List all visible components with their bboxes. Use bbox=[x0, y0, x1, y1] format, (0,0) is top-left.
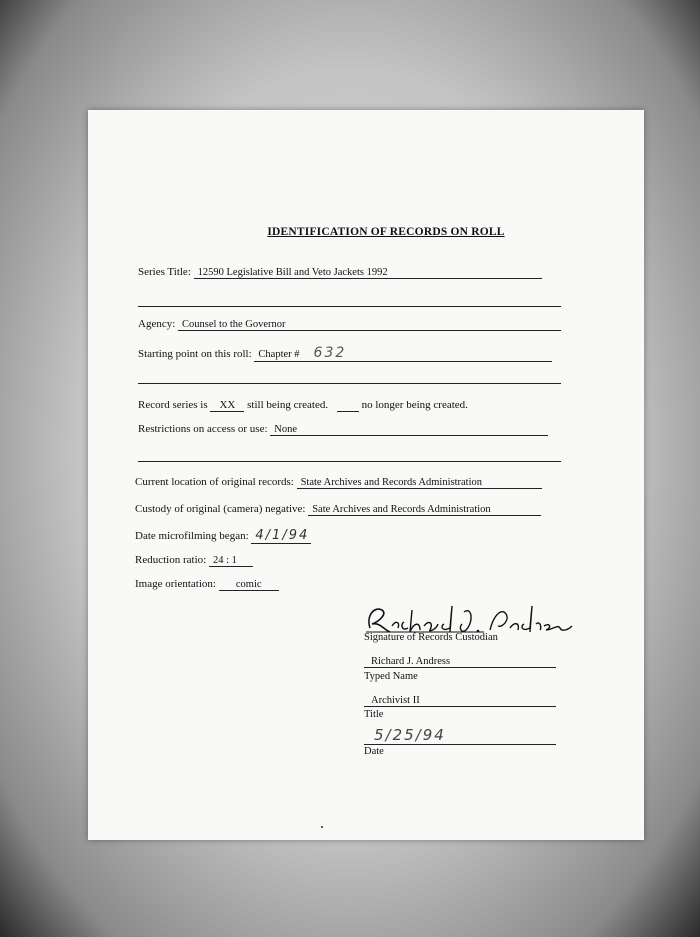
series-title-row bbox=[138, 266, 542, 279]
date-began-row bbox=[135, 528, 311, 544]
restrictions-value: None bbox=[270, 424, 548, 436]
date-label: Date bbox=[364, 746, 384, 757]
location-label: Current location of original records: bbox=[135, 476, 294, 488]
starting-point-handwritten: 632 bbox=[313, 345, 347, 361]
signature-label: Signature of Records Custodian bbox=[364, 632, 498, 643]
date-row bbox=[364, 726, 556, 745]
form-title-text: IDENTIFICATION OF RECORDS ON ROLL bbox=[267, 226, 505, 238]
reduction-label: Reduction ratio: bbox=[135, 554, 207, 566]
starting-point-value bbox=[254, 345, 552, 362]
starting-point-row bbox=[138, 345, 552, 362]
still-being-created-label: still being created. bbox=[247, 399, 329, 411]
orientation-label: Image orientation: bbox=[135, 578, 216, 590]
location-row bbox=[135, 476, 542, 489]
custody-row bbox=[135, 503, 541, 516]
typed-name-label: Typed Name bbox=[364, 671, 418, 682]
title-label: Title bbox=[364, 709, 384, 720]
form-title bbox=[88, 226, 644, 238]
date-began-value: 4/1/94 bbox=[251, 528, 311, 544]
record-series-row bbox=[138, 399, 468, 412]
form-page bbox=[88, 110, 644, 840]
agency-label: Agency: bbox=[138, 318, 176, 330]
reduction-row bbox=[135, 554, 253, 567]
starting-point-label: Starting point on this roll: bbox=[138, 348, 252, 360]
date-began-label: Date microfilming began: bbox=[135, 530, 249, 542]
restrictions-label: Restrictions on access or use: bbox=[138, 423, 268, 435]
record-series-label: Record series is bbox=[138, 399, 208, 411]
blank-line bbox=[138, 461, 561, 462]
title-row bbox=[364, 695, 556, 707]
dust-speck bbox=[321, 826, 323, 828]
orientation-row bbox=[135, 578, 279, 591]
blank-line bbox=[138, 383, 561, 384]
agency-value: Counsel to the Governor bbox=[178, 319, 561, 331]
location-value: State Archives and Records Administration bbox=[297, 477, 542, 489]
blank-line bbox=[138, 306, 561, 307]
orientation-value: comic bbox=[219, 579, 279, 591]
custody-label: Custody of original (camera) negative: bbox=[135, 503, 306, 515]
date-value: 5/25/94 bbox=[364, 726, 556, 745]
custody-value: Sate Archives and Records Administration bbox=[308, 504, 541, 516]
no-longer-mark bbox=[337, 399, 359, 412]
starting-point-text: Chapter # bbox=[258, 349, 300, 360]
reduction-value: 24 : 1 bbox=[209, 555, 253, 567]
series-title-label: Series Title: bbox=[138, 266, 191, 278]
typed-name-row bbox=[364, 656, 556, 668]
agency-row bbox=[138, 318, 561, 331]
record-series-mark: XX bbox=[210, 399, 244, 412]
title-value: Archivist II bbox=[364, 695, 556, 707]
restrictions-row bbox=[138, 423, 548, 436]
no-longer-created-label: no longer being created. bbox=[361, 399, 468, 411]
typed-name-value: Richard J. Andress bbox=[364, 656, 556, 668]
series-title-value: 12590 Legislative Bill and Veto Jackets 1992 bbox=[194, 267, 542, 279]
